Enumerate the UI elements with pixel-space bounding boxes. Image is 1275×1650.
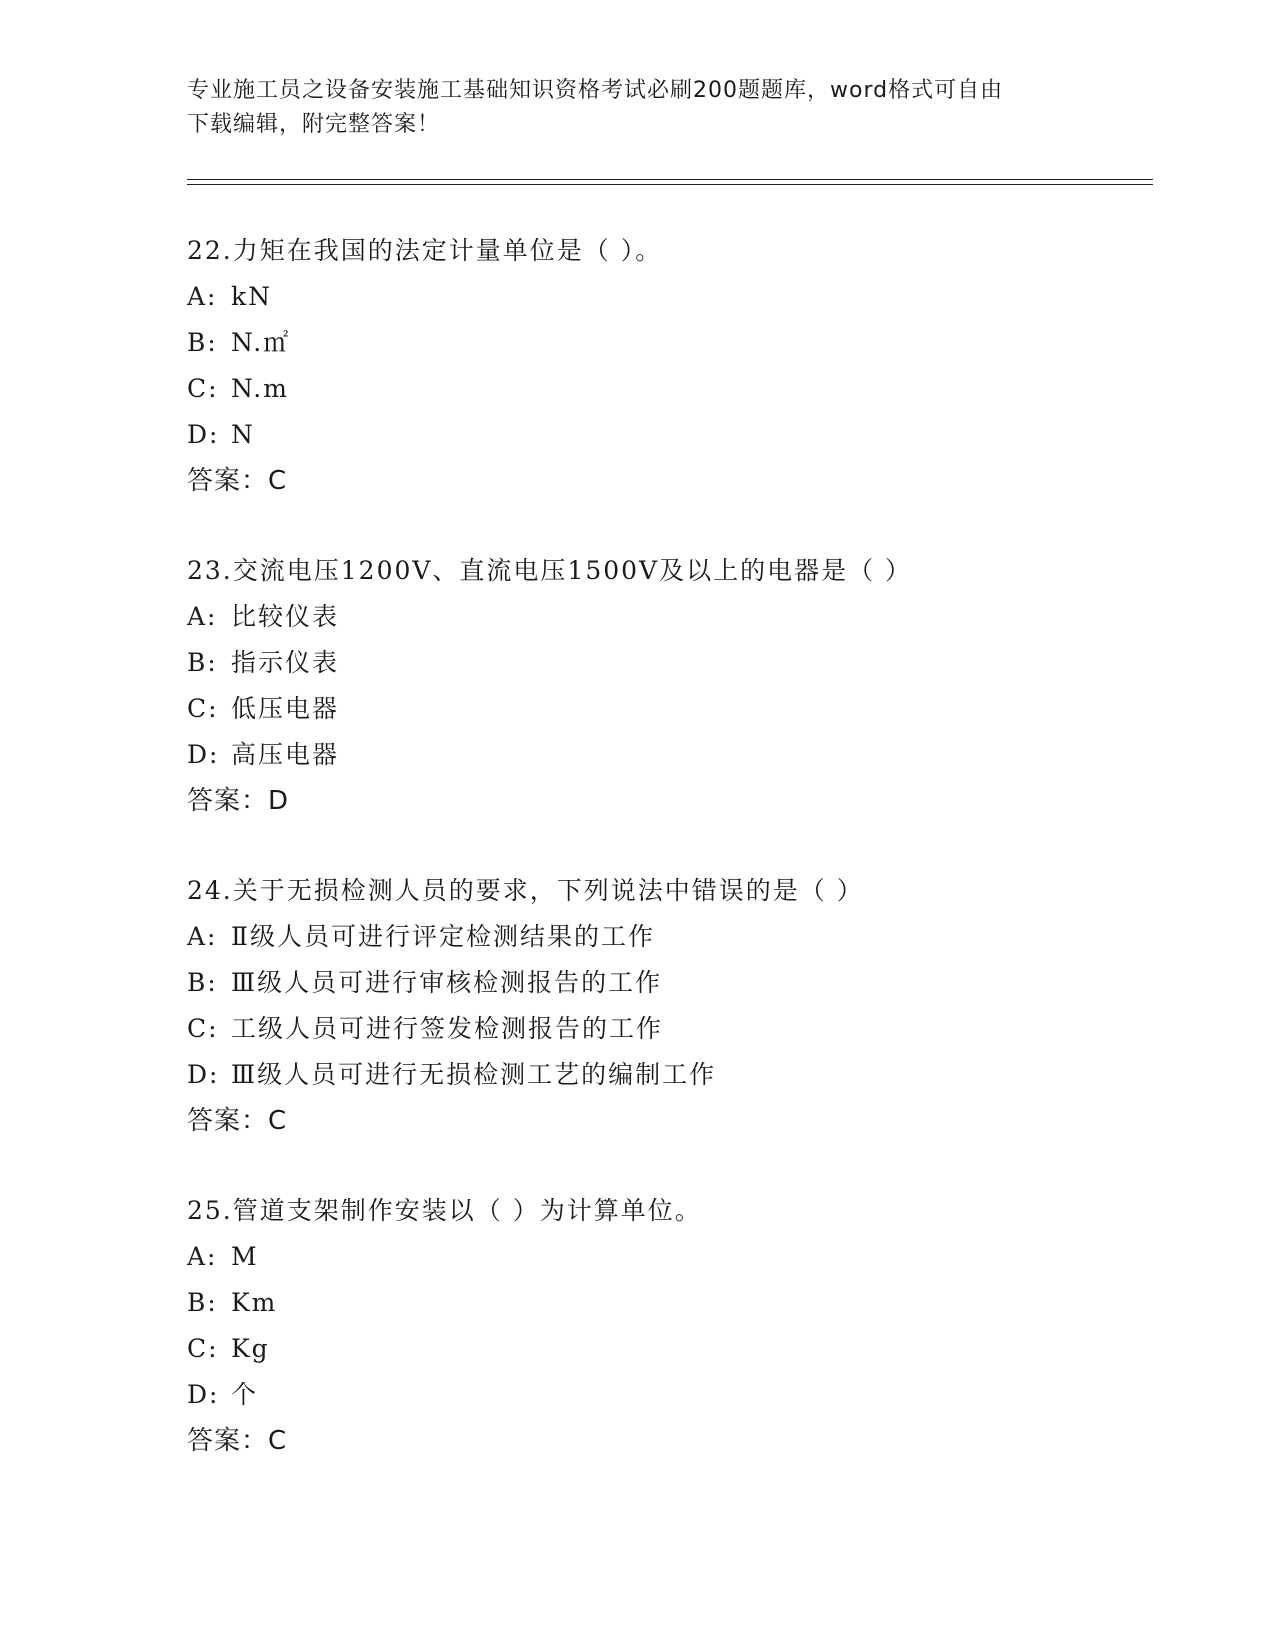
option-letter: B: [187,1288,218,1317]
question-stem: 25.管道支架制作安装以（ ）为计算单位。 [187,1196,702,1225]
option-d [187,412,1153,458]
option-text: M [231,1242,259,1271]
question-23 [187,548,1153,824]
option-text: N.m [231,374,289,403]
option-d [187,1052,1153,1098]
option-text: 指示仪表 [231,648,340,677]
option-text: Kg [231,1334,270,1363]
option-letter: C: [187,694,219,723]
option-text: N.㎡ [231,328,291,357]
option-b [187,960,1153,1006]
answer-line: 答案：D [187,786,290,816]
option-b [187,320,1153,366]
option-letter: B: [187,328,218,357]
option-d [187,1372,1153,1418]
option-letter: D: [187,420,220,449]
option-a [187,914,1153,960]
option-c [187,686,1153,732]
option-text: Ⅲ级人员可进行审核检测报告的工作 [231,968,663,997]
option-a [187,1234,1153,1280]
option-text: 个 [231,1380,259,1409]
question-stem: 23.交流电压1200V、直流电压1500V及以上的电器是（ ） [187,556,913,585]
answer-line: 答案：C [187,1426,288,1456]
answer-line: 答案：C [187,1106,288,1136]
option-text: Ⅲ级人员可进行无损检测工艺的编制工作 [231,1060,717,1089]
option-c [187,1326,1153,1372]
header-divider-bottom [187,184,1153,185]
option-letter: C: [187,1334,219,1363]
option-b [187,640,1153,686]
question-stem: 24.关于无损检测人员的要求，下列说法中错误的是（ ） [187,876,864,905]
option-letter: C: [187,374,219,403]
option-text: 高压电器 [231,740,340,769]
option-a [187,274,1153,320]
option-letter: D: [187,1380,220,1409]
option-text: Ⅱ级人员可进行评定检测结果的工作 [231,922,655,951]
header-line-2: 下载编辑，附完整答案！ [187,112,441,137]
header-line-1: 专业施工员之设备安装施工基础知识资格考试必刷200题题库，word格式可自由 [187,78,1004,103]
document-header [187,74,1087,142]
option-letter: A: [187,282,218,311]
question-22 [187,228,1153,504]
option-text: 低压电器 [231,694,340,723]
question-25 [187,1188,1153,1464]
option-a [187,594,1153,640]
option-letter: B: [187,648,218,677]
option-letter: A: [187,602,218,631]
option-d [187,732,1153,778]
answer-line: 答案：C [187,466,288,496]
question-stem: 22.力矩在我国的法定计量单位是（ ）。 [187,236,663,265]
option-letter: B: [187,968,218,997]
option-text: N [231,420,255,449]
option-text: Km [231,1288,278,1317]
header-divider-top [187,179,1153,180]
option-c [187,366,1153,412]
option-letter: D: [187,740,220,769]
option-text: kN [231,282,273,311]
question-24 [187,868,1153,1144]
option-letter: A: [187,1242,218,1271]
option-text: 比较仪表 [231,602,340,631]
option-letter: D: [187,1060,220,1089]
option-text: 工级人员可进行签发检测报告的工作 [231,1014,664,1043]
option-letter: A: [187,922,218,951]
option-c [187,1006,1153,1052]
option-b [187,1280,1153,1326]
option-letter: C: [187,1014,219,1043]
